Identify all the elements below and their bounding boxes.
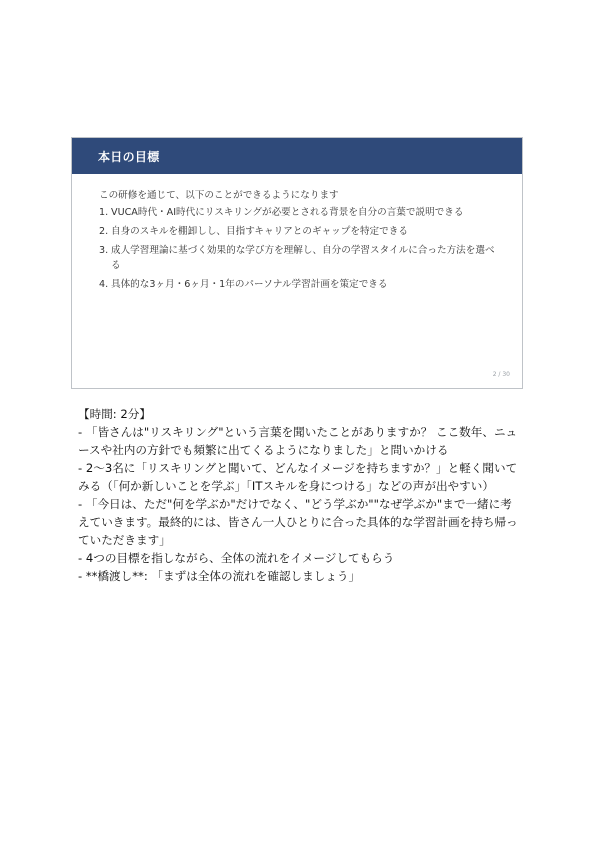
- slide-body: [72, 174, 522, 292]
- goal-number: 2.: [99, 226, 109, 237]
- goal-text: 具体的な3ヶ月・6ヶ月・1年のパーソナル学習計画を策定できる: [111, 279, 388, 290]
- goal-item: [99, 277, 496, 292]
- goal-number: 3.: [99, 245, 109, 256]
- slide: [71, 137, 523, 389]
- goal-list: [99, 205, 496, 292]
- note-line: - 「今日は、ただ"何を学ぶか"だけでなく、"どう学ぶか""なぜ学ぶか"まで一緒に考えていきます。最終的には、皆さん一人ひとりに合った具体的な学習計画を持ち帰っていただきます」: [78, 497, 518, 547]
- goal-text: VUCA時代・AI時代にリスキリングが必要とされる背景を自分の言葉で説明できる: [111, 207, 464, 218]
- goal-number: 1.: [99, 207, 109, 218]
- goal-item: [99, 243, 496, 273]
- note-time: 【時間: 2分】: [78, 407, 151, 421]
- page-number: 2 / 30: [492, 371, 510, 378]
- note-line: - 4つの目標を指しながら、全体の流れをイメージしてもらう: [78, 551, 395, 565]
- speaker-notes: [78, 405, 518, 585]
- note-line: - 「皆さんは"リスキリング"という言葉を聞いたことがありますか？ ここ数年、ニュースや社内の方針でも頻繁に出てくるようになりました」と問いかける: [78, 425, 518, 457]
- slide-header: [72, 138, 522, 174]
- slide-intro: この研修を通じて、以下のことができるようになります: [99, 190, 339, 201]
- goal-item: [99, 224, 496, 239]
- note-line: - 2〜3名に「リスキリングと聞いて、どんなイメージを持ちますか？」と軽く聞いてみる（「何か新しいことを学ぶ」「ITスキルを身につける」などの声が出やすい）: [78, 461, 518, 493]
- goal-text: 自身のスキルを棚卸しし、目指すキャリアとのギャップを特定できる: [111, 226, 408, 237]
- goal-item: [99, 205, 496, 220]
- slide-title: 本日の目標: [98, 149, 160, 164]
- note-bridge: - **橋渡し**: 「まずは全体の流れを確認しましょう」: [78, 569, 361, 583]
- goal-number: 4.: [99, 279, 109, 290]
- goal-text: 成人学習理論に基づく効果的な学び方を理解し、自分の学習スタイルに合った方法を選べる: [111, 245, 495, 271]
